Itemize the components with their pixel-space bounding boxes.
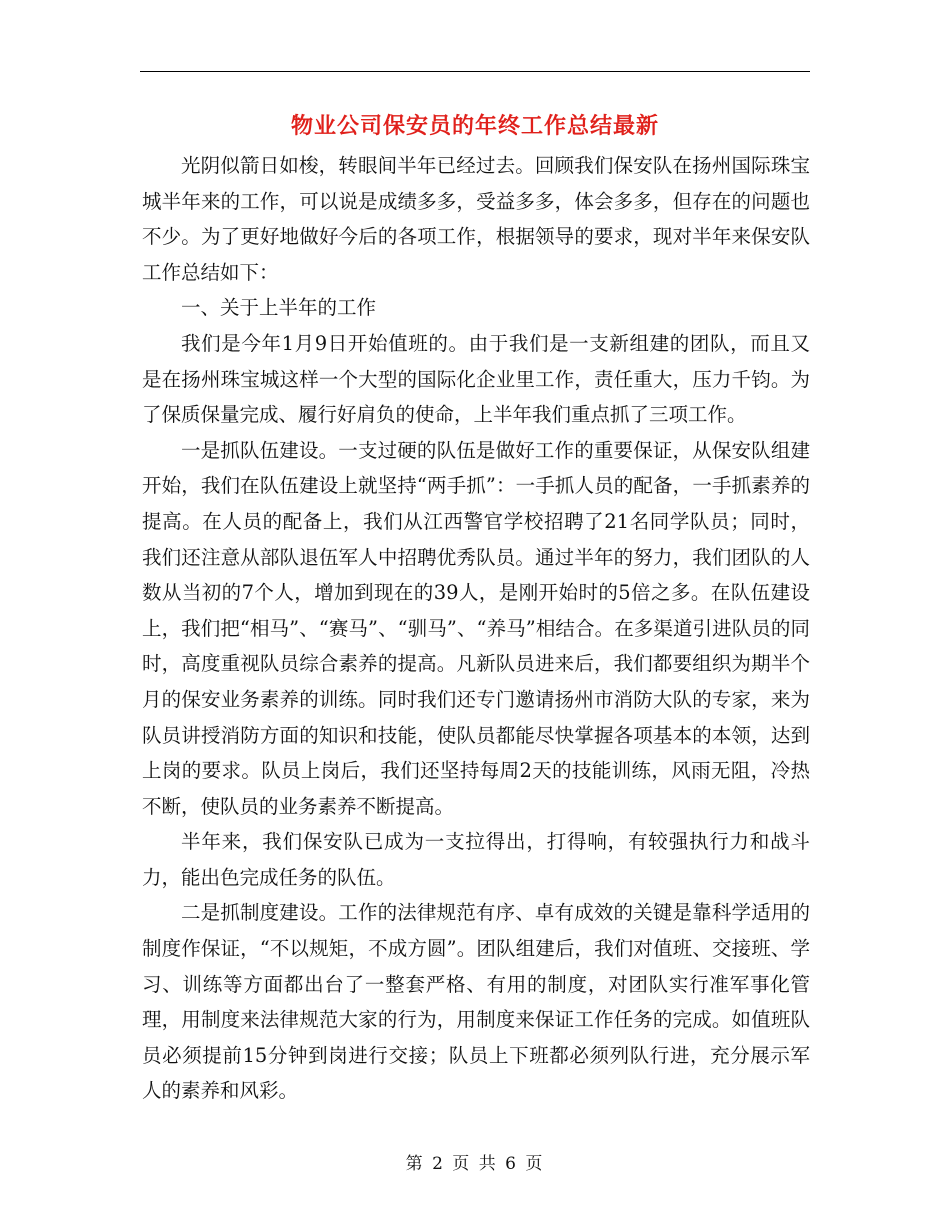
paragraph: 我们是今年1月9日开始值班的。由于我们是一支新组建的团队，而且又是在扬州珠宝城这样一个大型的国际化企业里工作，责任重大，压力千钧。为了保质保量完成、履行好肩负的使命，上半年我们重点抓了三项工作。 xyxy=(142,331,810,427)
page-number: 第 2 页 共 6 页 xyxy=(405,1154,545,1174)
paragraph-intro: 光阴似箭日如梭，转眼间半年已经过去。回顾我们保安队在扬州国际珠宝城半年来的工作，可以说是成绩多多，受益多多，体会多多，但存在的问题也不少。为了更好地做好今后的各项工作，根据领导的要求，现对半年来保安队工作总结如下： xyxy=(142,154,810,284)
header-rule xyxy=(140,71,810,72)
paragraph: 二是抓制度建设。工作的法律规范有序、卓有成效的关键是靠科学适用的制度作保证，“不以规矩，不成方圆”。团队组建后，我们对值班、交接班、学习、训练等方面都出台了一整套严格、有用的制度，对团队实行准军事化管理，用制度来法律规范大家的行为，用制度来保证工作任务的完成。如值班队员必须提前15分钟到岗进行交接；队员上下班都必须列队行进，充分展示军人的素养和风彩。 xyxy=(142,901,810,1103)
paragraph: 半年来，我们保安队已成为一支拉得出，打得响，有较强执行力和战斗力，能出色完成任务的队伍。 xyxy=(142,830,810,889)
document-title: 物业公司保安员的年终工作总结最新 xyxy=(290,113,659,139)
document-body xyxy=(142,148,810,1109)
paragraph: 一是抓队伍建设。一支过硬的队伍是做好工作的重要保证，从保安队组建开始，我们在队伍建设上就坚持“两手抓”：一手抓人员的配备，一手抓素养的提高。在人员的配备上，我们从江西警官学校招聘了21名同学队员；同时，我们还注意从部队退伍军人中招聘优秀队员。通过半年的努力，我们团队的人数从当初的7个人，增加到现在的39人，是刚开始时的5倍之多。在队伍建设上，我们把“相马”、“赛马”、“驯马”、“养马”相结合。在多渠道引进队员的同时，高度重视队员综合素养的提高。凡新队员进来后，我们都要组织为期半个月的保安业务素养的训练。同时我们还专门邀请扬州市消防大队的专家，来为队员讲授消防方面的知识和技能，使队员都能尽快掌握各项基本的本领，达到上岗的要求。队员上岗后，我们还坚持每周2天的技能训练，风雨无阻，冷热不断，使队员的业务素养不断提高。 xyxy=(142,438,810,818)
section-heading: 一、关于上半年的工作 xyxy=(181,296,377,320)
